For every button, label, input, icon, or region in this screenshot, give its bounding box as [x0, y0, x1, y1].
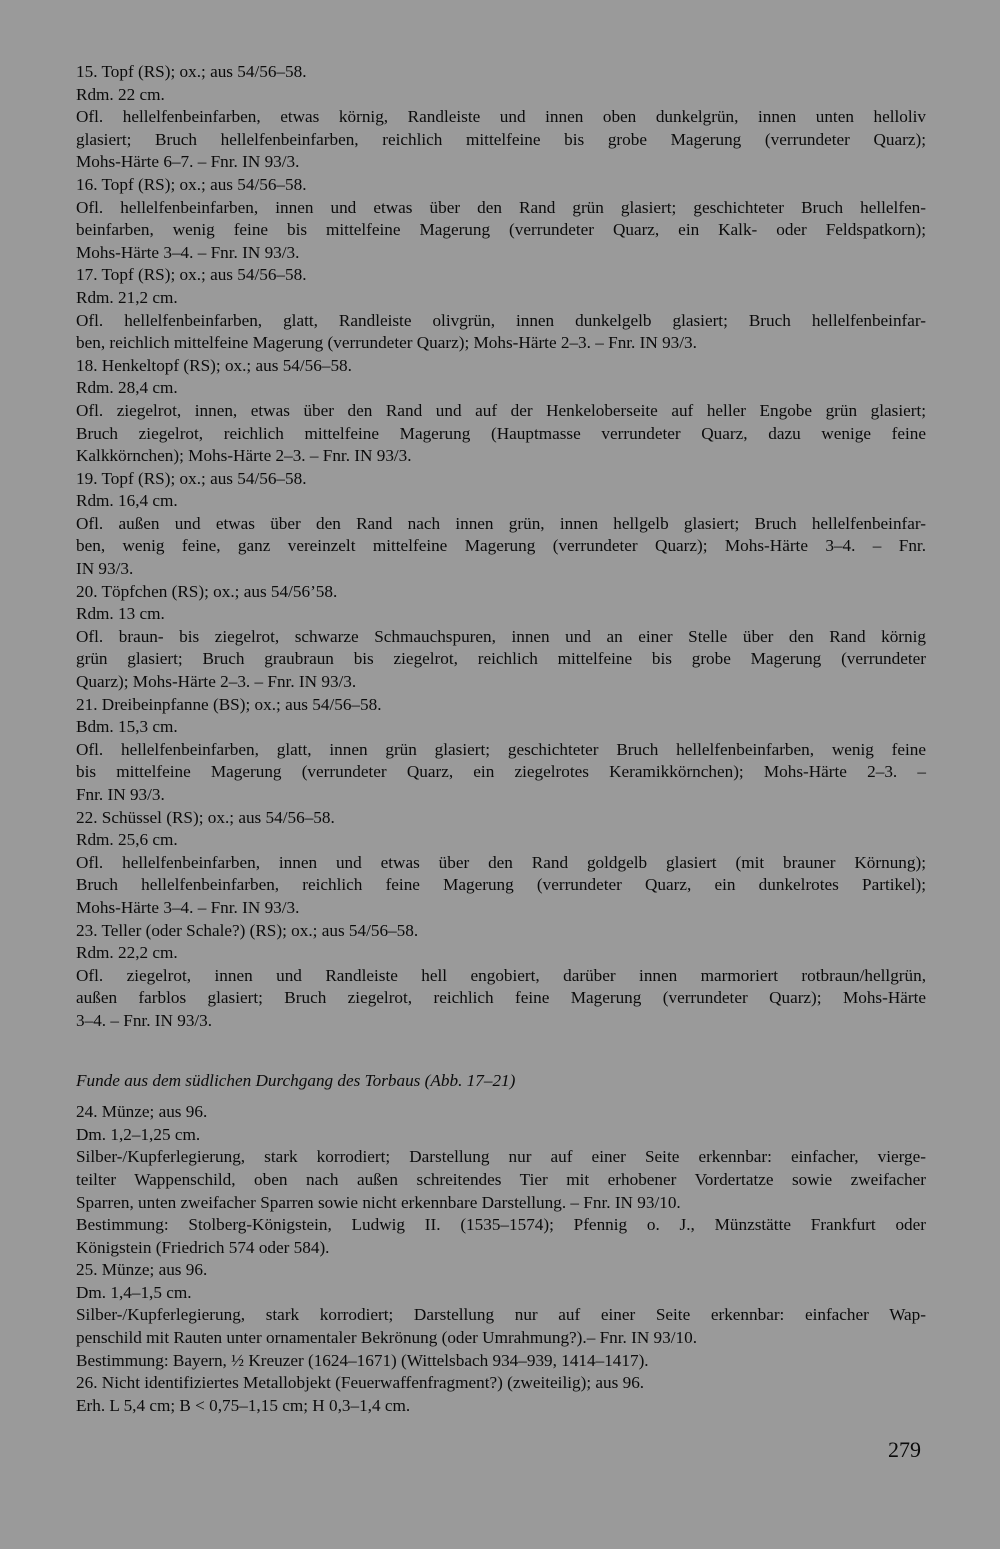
text-line: Ofl. hellelfenbeinfarben, etwas körnig, Randleiste und innen oben dunkelgrün, innen unten helloliv — [76, 107, 926, 127]
text-line: 22. Schüssel (RS); ox.; aus 54/56–58. — [76, 807, 335, 827]
text-line: Kalkkörnchen); Mohs-Härte 2–3. – Fnr. IN 93/3. — [76, 446, 412, 466]
text-line: 26. Nicht identifiziertes Metallobjekt (Feuerwaffenfragment?) (zweiteilig); aus 96. — [76, 1373, 645, 1393]
text-line: Bestimmung: Bayern, ½ Kreuzer (1624–1671) (Wittelsbach 934–939, 1414–1417). — [76, 1350, 649, 1370]
text-line: 25. Münze; aus 96. — [76, 1260, 208, 1280]
text-line: Ofl. ziegelrot, innen, etwas über den Rand und auf der Henkeloberseite auf heller Engobe grün glasiert; — [76, 400, 926, 420]
text-line: Rdm. 28,4 cm. — [76, 378, 178, 398]
text-line: bis mittelfeine Magerung (verrundeter Quarz, ein ziegelrotes Keramikkörnchen); Mohs-Härte 2–3. – — [76, 762, 926, 782]
text-line: Silber-/Kupferlegierung, stark korrodiert; Darstellung nur auf einer Seite erkennbar: einfacher Wap- — [76, 1305, 926, 1325]
text-line: Bruch ziegelrot, reichlich mittelfeine Magerung (Hauptmasse verrundeter Quarz, dazu wenige feine — [76, 423, 926, 443]
text-line: außen farblos glasiert; Bruch ziegelrot, reichlich feine Magerung (verrundeter Quarz); Mohs-Härte — [76, 988, 926, 1008]
text-line: Fnr. IN 93/3. — [76, 785, 165, 804]
text-line: penschild mit Rauten unter ornamentaler Bekrönung (oder Umrahmung?).– Fnr. IN 93/10. — [76, 1328, 697, 1348]
text-line: 3–4. – Fnr. IN 93/3. — [76, 1010, 213, 1030]
text-line: Ofl. ziegelrot, innen und Randleiste hell engobiert, darüber innen marmoriert rotbraun/hellgrün, — [76, 965, 926, 985]
text-line: Rdm. 16,4 cm. — [76, 491, 178, 511]
text-line: Sparren, unten zweifacher Sparren sowie nicht erkennbare Darstellung. – Fnr. IN 93/10. — [76, 1192, 681, 1212]
text-line: glasiert; Bruch hellelfenbeinfarben, reichlich mittelfeine bis grobe Magerung (verrundeter Quarz); — [76, 129, 926, 149]
text-line: 24. Münze; aus 96. — [76, 1102, 208, 1122]
text-line: IN 93/3. — [76, 559, 134, 579]
text-line: ben, wenig feine, ganz vereinzelt mittelfeine Magerung (verrundeter Quarz); Mohs-Härte 3–4. – Fnr. — [76, 536, 926, 556]
page-number: 279 — [888, 1437, 921, 1462]
text-line: Ofl. hellelfenbeinfarben, innen und etwas über den Rand grün glasiert; geschichteter Bruch hellelfen- — [76, 197, 926, 217]
text-line: Bruch hellelfenbeinfarben, reichlich feine Magerung (verrundeter Quarz, ein dunkelrotes Partikel); — [76, 875, 926, 895]
text-line: 16. Topf (RS); ox.; aus 54/56–58. — [76, 174, 307, 194]
text-line: Bestimmung: Stolberg-Königstein, Ludwig II. (1535–1574); Pfennig o. J., Münzstätte Frankfurt oder — [76, 1215, 926, 1235]
text-line: 17. Topf (RS); ox.; aus 54/56–58. — [76, 265, 307, 285]
text-line: Königstein (Friedrich 574 oder 584). — [76, 1237, 330, 1257]
catalog-entries — [76, 61, 926, 1033]
text-line: 23. Teller (oder Schale?) (RS); ox.; aus 54/56–58. — [76, 920, 419, 940]
text-line: 15. Topf (RS); ox.; aus 54/56–58. — [76, 62, 307, 81]
text-line: Ofl. hellelfenbeinfarben, innen und etwas über den Rand goldgelb glasiert (mit brauner Körnung); — [76, 852, 926, 872]
text-line: grün glasiert; Bruch graubraun bis ziegelrot, reichlich mittelfeine bis grobe Magerung (verrundeter — [76, 649, 926, 669]
text-line: Mohs-Härte 6–7. – Fnr. IN 93/3. — [76, 152, 300, 172]
text-line: Ofl. braun- bis ziegelrot, schwarze Schmauchspuren, innen und an einer Stelle über den Rand körnig — [76, 626, 926, 646]
text-line: teilter Wappenschild, oben nach außen schreitendes Tier mit erhobener Vordertatze sowie zweifacher — [76, 1169, 926, 1189]
section-heading: Funde aus dem südlichen Durchgang des Torbaus (Abb. 17–21) — [76, 1070, 516, 1090]
text-line: Erh. L 5,4 cm; B < 0,75–1,15 cm; H 0,3–1,4 cm. — [76, 1395, 411, 1415]
text-line: 21. Dreibeinpfanne (BS); ox.; aus 54/56–58. — [76, 694, 382, 714]
text-line: Dm. 1,2–1,25 cm. — [76, 1124, 201, 1144]
text-line: Rdm. 22 cm. — [76, 84, 165, 104]
text-line: ben, reichlich mittelfeine Magerung (verrundeter Quarz); Mohs-Härte 2–3. – Fnr. IN 93/3. — [76, 333, 697, 353]
text-line: Dm. 1,4–1,5 cm. — [76, 1282, 192, 1302]
text-line: beinfarben, wenig feine bis mittelfeine Magerung (verrundeter Quarz, ein Kalk- oder Feldspatkorn); — [76, 220, 926, 240]
text-line: Mohs-Härte 3–4. – Fnr. IN 93/3. — [76, 242, 300, 262]
text-line: 20. Töpfchen (RS); ox.; aus 54/56’58. — [76, 581, 338, 601]
text-line: Silber-/Kupferlegierung, stark korrodiert; Darstellung nur auf einer Seite erkennbar: einfacher, vierge- — [76, 1147, 926, 1167]
text-line: Ofl. außen und etwas über den Rand nach innen grün, innen hellgelb glasiert; Bruch hellelfenbeinfar- — [76, 513, 926, 533]
text-line: Rdm. 21,2 cm. — [76, 287, 178, 307]
page-content — [76, 61, 926, 1417]
text-line: Ofl. hellelfenbeinfarben, glatt, Randleiste olivgrün, innen dunkelgelb glasiert; Bruch hellelfenbeinfar- — [76, 310, 926, 330]
finds-entries — [76, 1101, 926, 1417]
text-line: 19. Topf (RS); ox.; aus 54/56–58. — [76, 468, 307, 488]
text-line: Mohs-Härte 3–4. – Fnr. IN 93/3. — [76, 897, 300, 917]
text-line: Rdm. 13 cm. — [76, 604, 165, 624]
text-line: Ofl. hellelfenbeinfarben, glatt, innen grün glasiert; geschichteter Bruch hellelfenbeinfarben, wenig feine — [76, 739, 926, 759]
text-line: Rdm. 25,6 cm. — [76, 830, 178, 850]
text-line: 18. Henkeltopf (RS); ox.; aus 54/56–58. — [76, 355, 352, 375]
text-line: Quarz); Mohs-Härte 2–3. – Fnr. IN 93/3. — [76, 672, 357, 692]
text-line: Rdm. 22,2 cm. — [76, 943, 178, 963]
text-line: Bdm. 15,3 cm. — [76, 717, 178, 737]
